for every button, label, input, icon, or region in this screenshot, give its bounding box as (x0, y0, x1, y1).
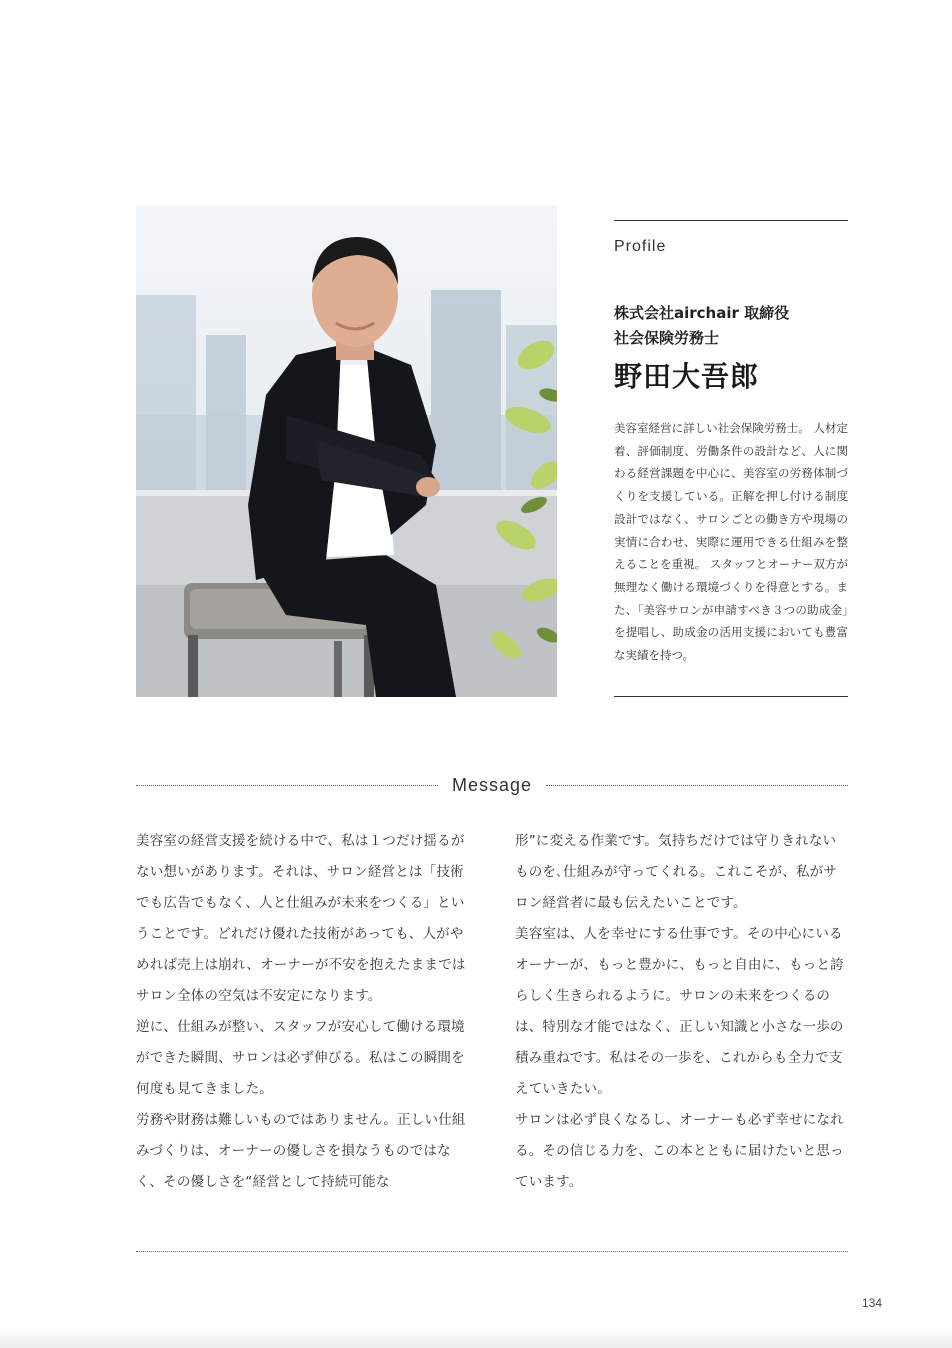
message-column-left (136, 826, 469, 1198)
profile-role (614, 301, 789, 351)
message-paragraph: 形”に変える作業です。気持ちだけでは守りきれないものを､仕組みが守ってくれる。これこそが、私がサロン経営者に最も伝えたいことです。 (515, 833, 838, 911)
profile-bio: 美容室経営に詳しい社会保険労務士。 人材定着、評価制度、労働条件の設計など、人に関わる経営課題を中心に、美容室の労務体制づくりを支援している。正解を押し付ける制度設計ではなく、サロンごとの働き方や現場の実情に合わせ、実際に運用できる仕組みを整えることを重視。 スタッフとオーナー双方が無理なく働ける環境づくりを得意とする。また、「美容サロンが申請すべき３つの助成金」を提唱し、助成金の活用支援においても豊富な実績を持つ。 (614, 421, 848, 663)
message-paragraph: 労務や財務は難しいものではありません。正しい仕組みづくりは、オーナーの優しさを損なうものではなく、その優しさを“経営として持続可能な (136, 1112, 466, 1190)
message-paragraph: 逆に、仕組みが整い、スタッフが安心して働ける環境ができた瞬間、サロンは必ず伸びる。私はこの瞬間を何度も見てきました。 (136, 1019, 465, 1097)
message-paragraph: 美容室は、人を幸せにする仕事です。その中心にいるオーナーが、もっと豊かに、もっと自由に、もっと誇らしく生きられるように。サロンの未来をつくるのは、特別な才能ではなく、正しい知識と小さな一歩の積み重ねです。私はその一歩を、これからも全力で支えていきたい。 (515, 926, 844, 1097)
profile-panel (614, 220, 848, 697)
message-paragraph: 美容室の経営支援を続ける中で、私は１つだけ揺るがない想いがあります。それは、サロン経営とは「技術でも広告でもなく、人と仕組みが未来をつくる」ということです。どれだけ優れた技術があっても、人がやめれば売上は崩れ、オーナーが不安を抱えたままではサロン全体の空気は不安定になります。 (136, 833, 466, 1004)
profile-role-title: 社会保険労務士 (614, 329, 720, 347)
message-paragraph: サロンは必ず良くなるし、オーナーも必ず幸せになれる。その信じる力を、この本とともに届けたいと思っています。 (515, 1112, 844, 1190)
message-divider-left (136, 785, 438, 786)
message-divider-right (546, 785, 848, 786)
profile-heading: Profile (614, 238, 667, 255)
profile-name: 野田大吾郎 (614, 360, 760, 393)
profile-role-company: 株式会社airchair 取締役 (614, 304, 790, 322)
bottom-divider (136, 1251, 848, 1252)
message-column-right (515, 826, 848, 1198)
portrait-photo-icon (136, 205, 557, 697)
page-number: 134 (861, 1296, 882, 1310)
page-edge-shadow (0, 1326, 952, 1348)
message-title: Message (451, 775, 533, 795)
portrait-photo (136, 205, 557, 697)
